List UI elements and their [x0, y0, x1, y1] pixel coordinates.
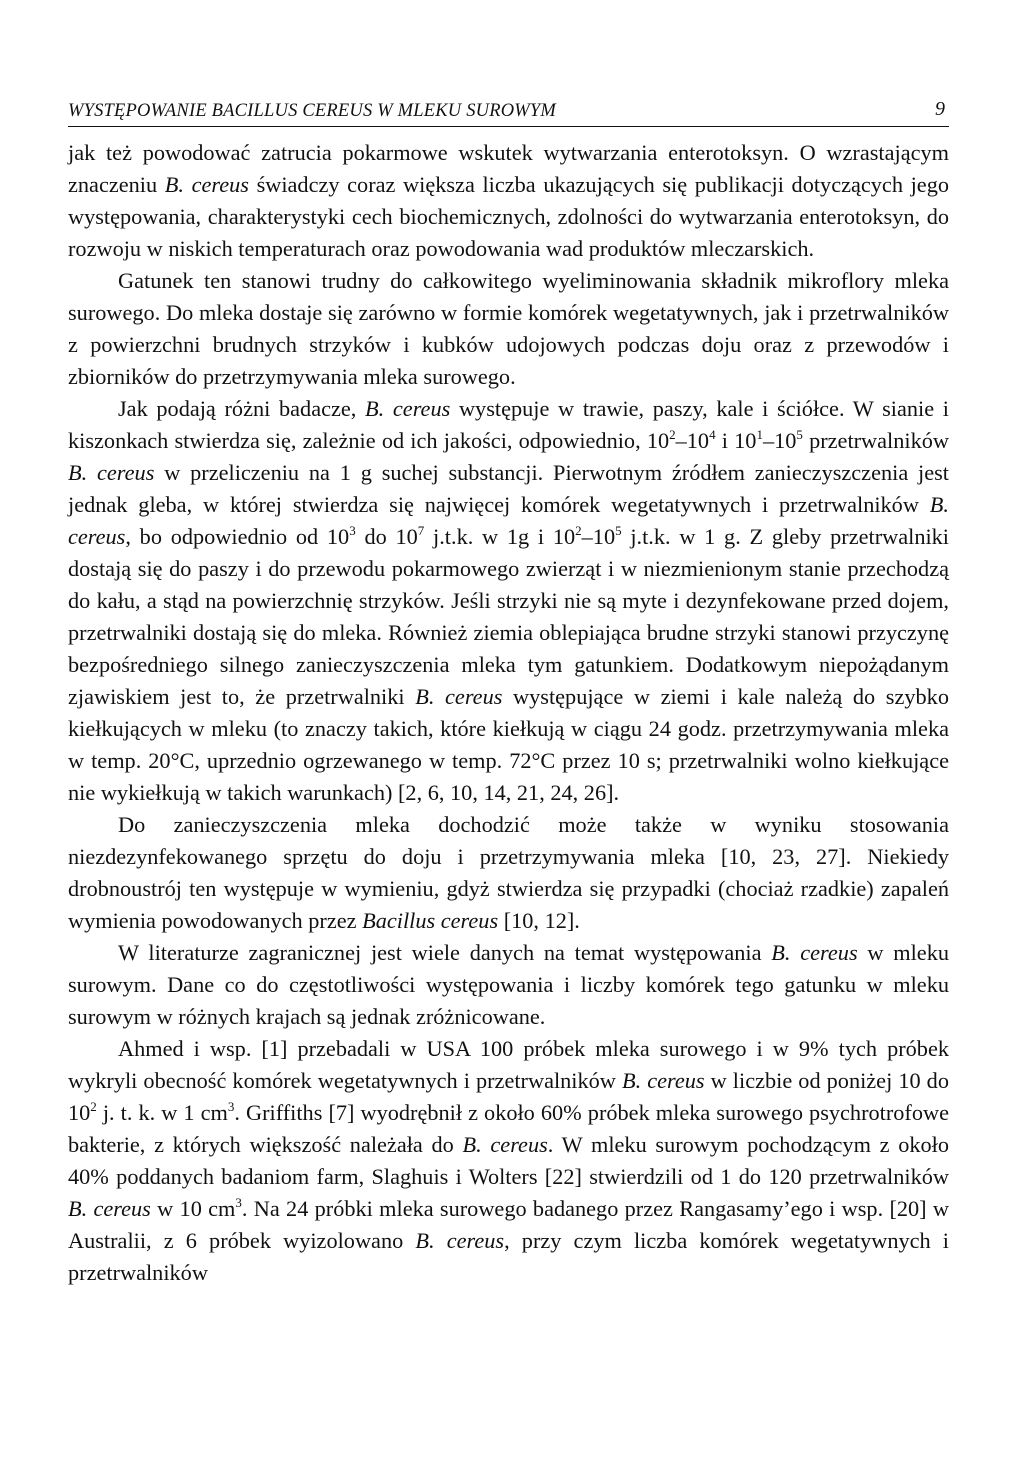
- superscript-exponent: 7: [417, 523, 425, 538]
- page: [68, 92, 949, 1289]
- paragraph-5: [68, 937, 949, 1033]
- paragraph-6: [68, 1033, 949, 1289]
- superscript-exponent: 5: [615, 523, 622, 538]
- text-segment: . Griffiths [7] wyodrębnił z około 60% próbek mleka surowego psychrotrofowe bakterie, z których większość należała do: [68, 1100, 949, 1157]
- superscript-exponent: 2: [90, 1099, 97, 1114]
- paragraph-3: [68, 393, 949, 809]
- text-segment: i 10: [715, 428, 757, 453]
- superscript-exponent: 1: [756, 427, 763, 442]
- text-segment: jak też powodować zatrucia pokarmowe wskutek wytwarzania enterotoksyn. O wzrastającym znaczeniu: [68, 140, 949, 197]
- running-header: [68, 92, 949, 127]
- species-name: B. cereus: [771, 940, 858, 965]
- paragraph-1: [68, 137, 949, 265]
- superscript-exponent: 5: [796, 427, 803, 442]
- text-segment: Do zanieczyszczenia mleka dochodzić może także w wyniku stosowania niezdezynfekowanego sprzętu do doju i przetrzymywania mleka [10, 23, 27]. Niekiedy drobnoustrój ten występuje w wymieniu, gdyż stwierdza się przypadki (chociaż rzadkie) zapaleń wymienia powodowanych przez: [68, 812, 949, 933]
- species-name: B. cereus: [415, 1228, 505, 1253]
- species-name: B. cereus: [365, 396, 451, 421]
- species-name: B. cereus: [415, 684, 503, 709]
- text-segment: j. t. k. w 1 cm: [96, 1100, 228, 1125]
- species-name: B. cereus: [462, 1132, 548, 1157]
- text-segment: do 10: [355, 524, 418, 549]
- running-title: WYSTĘPOWANIE BACILLUS CEREUS W MLEKU SUROWYM: [68, 101, 556, 121]
- text-segment: W literaturze zagranicznej jest wiele danych na temat występowania: [118, 940, 772, 965]
- text-segment: w mleku surowym. Dane co do częstotliwości występowania i liczby komórek tego gatunku w mleku surowym w różnych krajach są jednak zróżnicowane.: [68, 940, 949, 1029]
- text-segment: –10: [762, 428, 797, 453]
- text-segment: w przeliczeniu na 1 g suchej substancji. Pierwotnym źródłem zanieczyszczenia jest jednak gleba, w której stwierdza się najwięcej komórek wegetatywnych i przetrwalników: [68, 460, 950, 517]
- species-name: B. cereus: [68, 460, 155, 485]
- superscript-exponent: 3: [349, 523, 356, 538]
- page-number: 9: [935, 98, 945, 120]
- text-segment: . W mleku surowym pochodzącym z około 40% poddanych badaniom farm, Slaghuis i Wolters [22] stwierdzili od 1 do 120 przetrwalników: [68, 1132, 949, 1189]
- text-segment: w 10 cm: [150, 1196, 236, 1221]
- species-name: B. cereus: [164, 172, 249, 197]
- text-segment: w liczbie od poniżej 10 do 10: [68, 1068, 949, 1125]
- superscript-exponent: 3: [235, 1195, 242, 1210]
- text-segment: –10: [675, 428, 710, 453]
- body-text: [68, 137, 949, 1289]
- paragraph-4: [68, 809, 949, 937]
- superscript-exponent: 3: [227, 1099, 235, 1114]
- text-segment: j.t.k. w 1g i 10: [424, 524, 576, 549]
- species-name: Bacillus cereus: [362, 908, 499, 933]
- species-name: B. cereus: [68, 1196, 151, 1221]
- text-segment: Jak podają różni badacze,: [118, 396, 366, 421]
- superscript-exponent: 4: [709, 427, 716, 442]
- text-segment: świadczy coraz większa liczba ukazujących się publikacji dotyczących jego występowania, charakterystyki cech biochemicznych, zdolności do wytwarzania enterotoksyn, do rozwoju w niskich temperaturach oraz powodowania wad produktów mleczarskich.: [68, 172, 949, 261]
- species-name: B. cereus: [621, 1068, 705, 1093]
- species-name: B. cereus: [68, 492, 949, 549]
- text-segment: Gatunek ten stanowi trudny do całkowitego wyeliminowania składnik mikroflory mleka surowego. Do mleka dostaje się zarówno w formie komórek wegetatywnych, jak i przetrwalników z powierzchni brudnych strzyków i kubków udojowych podczas doju oraz z przewodów i zbiorników do przetrzymywania mleka surowego.: [68, 268, 949, 389]
- text-segment: występuje w trawie, paszy, kale i ściółce. W sianie i kiszonkach stwierdza się, zależnie od ich jakości, odpowiednio, 10: [68, 396, 949, 453]
- text-segment: występujące w ziemi i kale należą do szybko kiełkujących w mleku (to znaczy takich, które kiełkują w ciągu 24 godz. przetrzymywania mleka w temp. 20°C, uprzednio ogrzewanego w temp. 72°C przez 10 s; przetrwalniki wolno kiełkujące nie wykiełkują w takich warunkach) [2, 6, 10, 14, 21, 24, 26].: [68, 684, 949, 805]
- text-segment: przetrwalników: [802, 428, 949, 453]
- text-segment: , bo odpowiednio od 10: [125, 524, 350, 549]
- text-segment: . Na 24 próbki mleka surowego badanego przez Rangasamy’ego i wsp. [20] w Australii, z 6 próbek wyizolowano: [68, 1196, 949, 1253]
- paragraph-2: [68, 265, 949, 393]
- text-segment: [10, 12].: [498, 908, 580, 933]
- text-segment: –10: [581, 524, 616, 549]
- text-segment: j.t.k. w 1 g. Z gleby przetrwalniki dostają się do paszy i do przewodu pokarmowego zwierząt i w niezmienionym stanie przechodzą do kału, a stąd na powierzchnię strzyków. Jeśli strzyki nie są myte i dezynfekowane przed dojem, przetrwalniki dostają się do mleka. Również ziemia oblepiająca brudne strzyki stanowi przyczynę bezpośredniego silnego zanieczyszczenia mleka tym gatunkiem. Dodatkowym niepożądanym zjawiskiem jest to, że przetrwalniki: [68, 524, 949, 709]
- superscript-exponent: 2: [575, 523, 582, 538]
- text-segment: , przy czym liczba komórek wegetatywnych i przetrwalników: [68, 1228, 950, 1285]
- superscript-exponent: 2: [669, 427, 676, 442]
- text-segment: Ahmed i wsp. [1] przebadali w USA 100 próbek mleka surowego i w 9% tych próbek wykryli obecność komórek wegetatywnych i przetrwalników: [68, 1036, 949, 1093]
